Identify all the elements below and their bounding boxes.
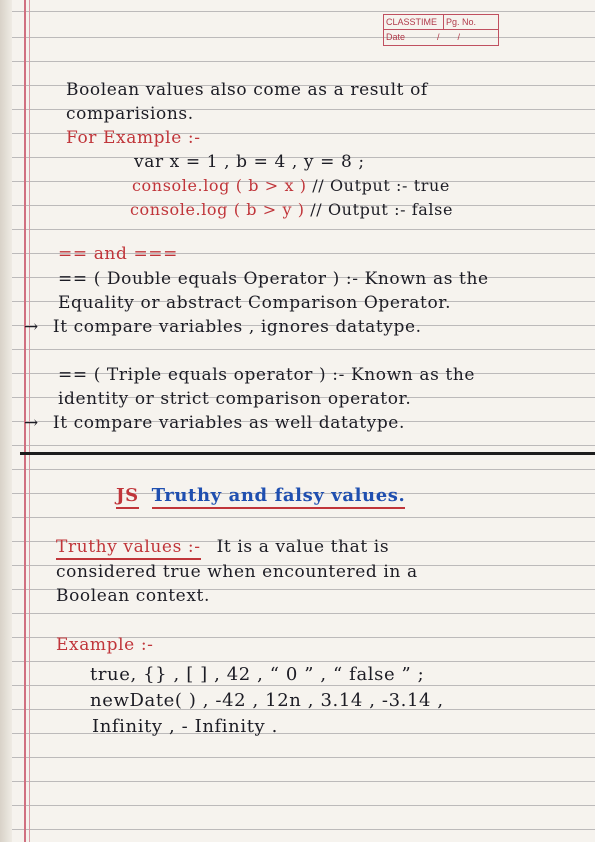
example-line: true, {} , [ ] , 42 , “ 0 ” , “ false ” ;	[90, 664, 425, 685]
line-text: It compare variables as well datatype.	[52, 413, 405, 433]
code-line: var x = 1 , b = 4 , y = 8 ;	[134, 152, 365, 172]
page-edge	[0, 0, 12, 842]
date-field	[384, 30, 498, 45]
section-subtitle: == and ===	[58, 244, 178, 264]
section-divider	[20, 452, 595, 455]
heading-js: JS	[116, 485, 139, 509]
truthy-definition: It is a value that is	[216, 537, 390, 557]
text-line: == ( Triple equals operator ) :- Known as the	[58, 365, 476, 385]
text-line: identity or strict comparison operator.	[58, 389, 412, 409]
text-line	[24, 413, 405, 433]
text-line: == ( Double equals Operator ) :- Known as the	[58, 269, 489, 289]
arrow-icon: →	[24, 317, 39, 337]
code-line	[130, 200, 453, 219]
text-line: Equality or abstract Comparison Operator.	[58, 293, 452, 313]
section-heading	[116, 485, 405, 506]
classtime-label: CLASSTIME	[384, 15, 444, 30]
text-line	[24, 317, 422, 337]
code-console-log: console.log ( b > y )	[130, 200, 305, 219]
example-label: For Example :-	[66, 128, 201, 148]
example-line: newDate( ) , -42 , 12n , 3.14 , -3.14 ,	[90, 690, 444, 711]
code-console-log: console.log ( b > x )	[132, 176, 307, 195]
heading-title: Truthy and falsy values.	[152, 485, 406, 509]
code-output: // Output :- true	[312, 176, 450, 195]
text-line: Boolean values also come as a result of	[66, 80, 428, 100]
text-line: comparisions.	[66, 104, 194, 124]
truthy-label: Truthy values :-	[56, 537, 201, 560]
date-label: Date	[386, 32, 406, 42]
text-line: Boolean context.	[56, 586, 210, 606]
arrow-icon: →	[24, 413, 39, 433]
text-line: considered true when encountered in a	[56, 562, 418, 582]
classtime-box	[383, 14, 499, 46]
line-text: It compare variables , ignores datatype.	[52, 317, 422, 337]
text-line	[56, 537, 389, 557]
example-line: Infinity , - Infinity .	[92, 716, 278, 737]
date-separator: /	[437, 32, 440, 42]
page-no-label: Pg. No.	[444, 15, 498, 30]
code-line	[132, 176, 450, 195]
date-separator: /	[457, 32, 461, 42]
example-label: Example :-	[56, 635, 154, 655]
code-output: // Output :- false	[310, 200, 454, 219]
